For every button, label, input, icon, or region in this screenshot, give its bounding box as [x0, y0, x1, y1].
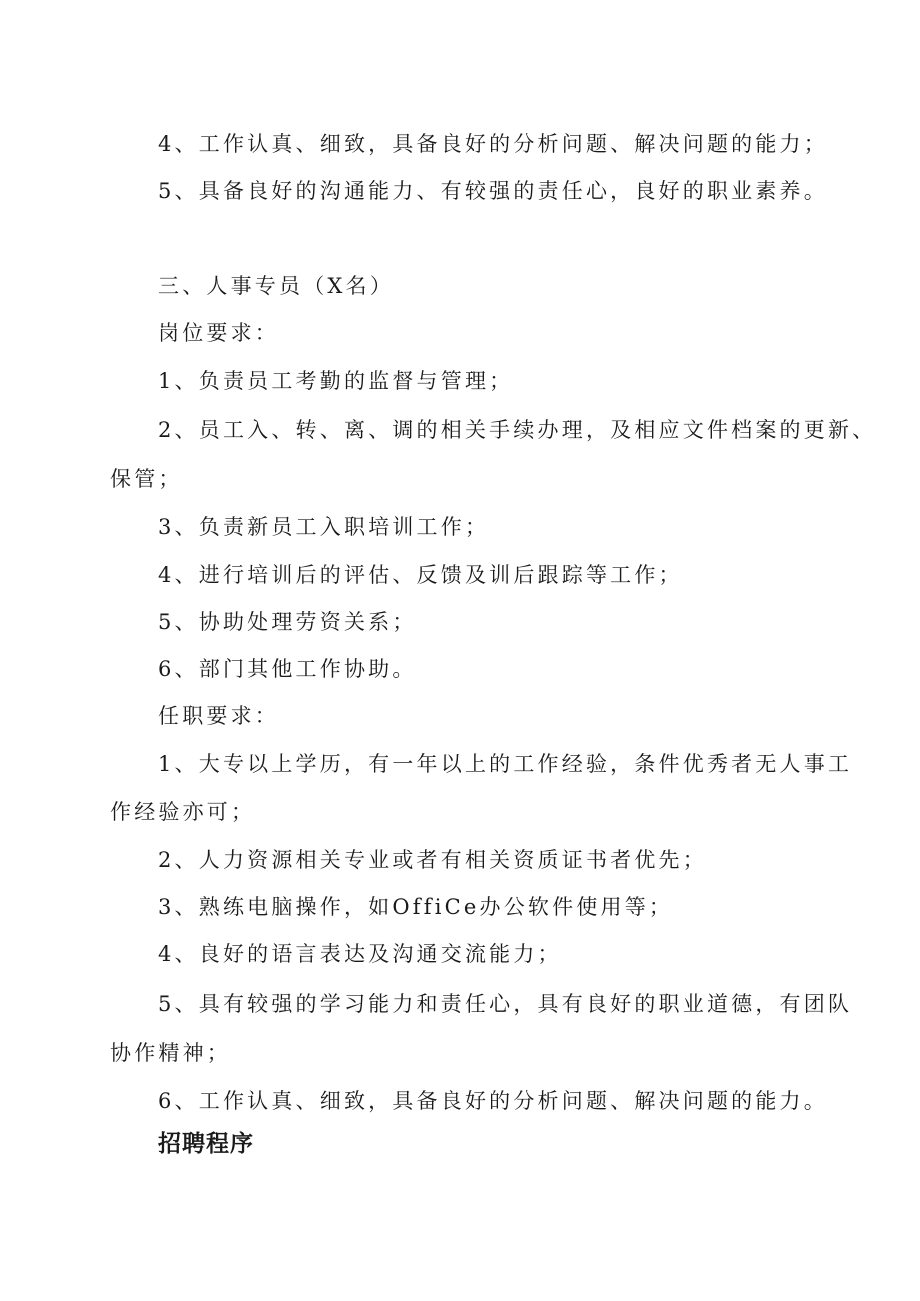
recruitment-process-heading: 招聘程序	[158, 1131, 254, 1157]
qualification-item-3: 3、熟练电脑操作，如OffiCe办公软件使用等；	[158, 895, 674, 919]
duty-item-2: 2、员工入、转、离、调的相关手续办理，及相应文件档案的更新、	[158, 418, 877, 442]
duty-item-5: 5、协助处理劳资关系；	[158, 610, 417, 634]
qualification-item-5-continued: 协作精神；	[110, 1041, 231, 1065]
qualification-item-6: 6、工作认真、细致，具备良好的分析问题、解决问题的能力。	[158, 1089, 828, 1113]
qualification-item-2: 2、人力资源相关专业或者有相关资质证书者优先；	[158, 848, 707, 872]
duty-item-2-continued: 保管；	[110, 467, 183, 491]
duty-item-6: 6、部门其他工作协助。	[158, 657, 417, 681]
qualification-item-4: 4、良好的语言表达及沟通交流能力；	[158, 942, 562, 966]
qualification-item-1: 1、大专以上学历，有一年以上的工作经验，条件优秀者无人事工	[158, 752, 853, 776]
qualification-item-5: 5、具有较强的学习能力和责任心，具有良好的职业道德，有团队	[158, 992, 853, 1016]
section-title-hr-specialist: 三、人事专员（X名）	[158, 274, 394, 298]
qualifications-label: 任职要求：	[158, 704, 279, 728]
qualification-item-1-continued: 作经验亦可；	[110, 800, 256, 824]
duty-item-3: 3、负责新员工入职培训工作；	[158, 515, 490, 539]
job-duties-label: 岗位要求：	[158, 321, 279, 345]
duty-item-4: 4、进行培训后的评估、反馈及训后跟踪等工作；	[158, 563, 683, 587]
duty-item-1: 1、负责员工考勤的监督与管理；	[158, 369, 514, 393]
requirement-item-4: 4、工作认真、细致，具备良好的分析问题、解决问题的能力；	[158, 132, 828, 156]
requirement-item-5: 5、具备良好的沟通能力、有较强的责任心，良好的职业素养。	[158, 179, 828, 203]
